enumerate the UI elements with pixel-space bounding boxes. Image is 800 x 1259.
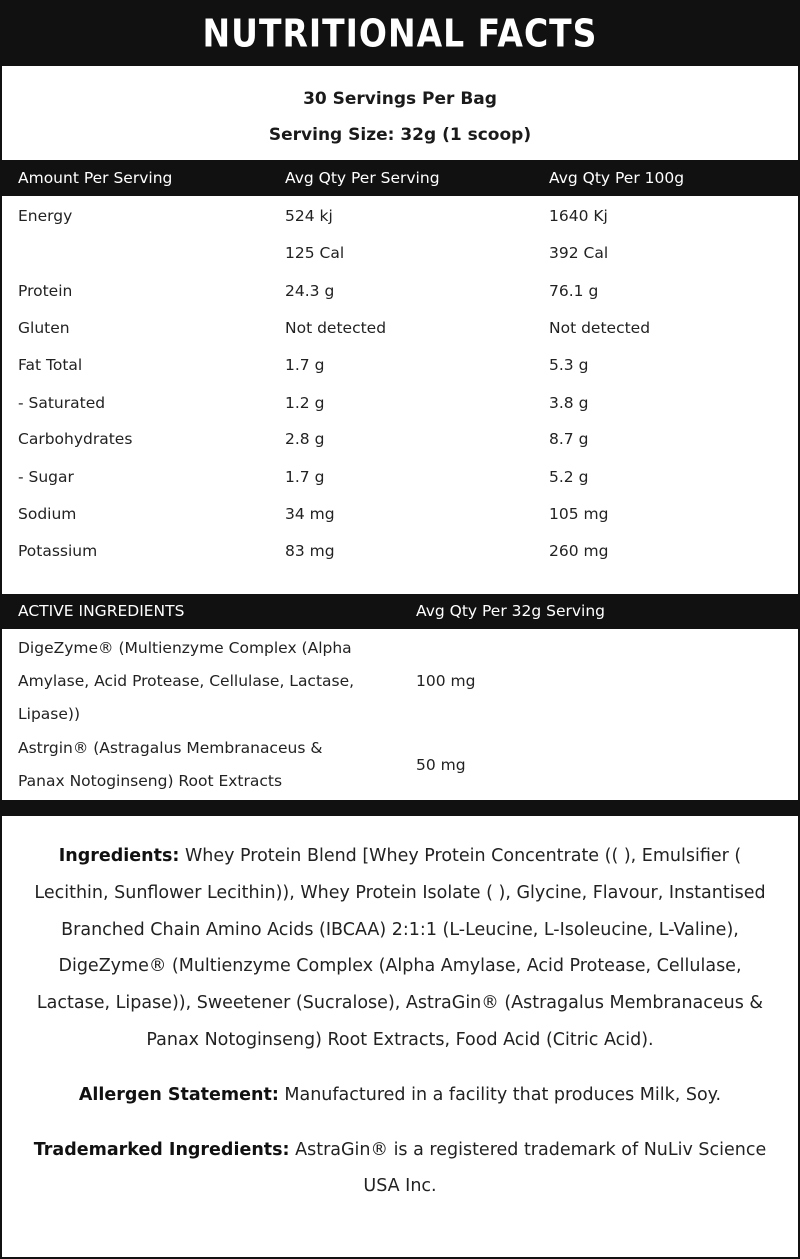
nutrient-name: Protein [18, 282, 73, 300]
trademark-paragraph [22, 1132, 778, 1206]
serving-info [2, 84, 798, 152]
ingredients-paragraph [22, 838, 778, 1059]
table-row [2, 459, 798, 496]
serving-size: Serving Size: 32g (1 scoop) [268, 125, 532, 145]
ingredient-name: DigeZyme® (Multienzyme Complex (Alpha Amylase, Acid Protease, Cellulase, Lactase, Lipase)) [18, 639, 355, 723]
table-row [2, 421, 798, 458]
per-100g-value: 260 mg [549, 542, 609, 560]
ingredients-label: Ingredients: [58, 846, 180, 866]
header-amount-per-serving: Amount Per Serving [18, 169, 173, 187]
servings-per-bag: 30 Servings Per Bag [303, 89, 497, 109]
trademark-label: Trademarked Ingredients: [33, 1139, 290, 1160]
per-100g-value: 8.7 g [549, 430, 589, 448]
allergen-label: Allergen Statement: [78, 1084, 279, 1105]
per-100g-value: 1640 Kj [549, 207, 608, 225]
ingredient-qty: 50 mg [416, 756, 466, 774]
ingredient-name: Astrgin® (Astragalus Membranaceus & Panax Notoginseng) Root Extracts [18, 739, 323, 790]
per-serving-value: 125 Cal [285, 244, 345, 262]
allergen-paragraph [22, 1077, 778, 1114]
table-row [2, 496, 798, 533]
per-serving-value: 2.8 g [285, 430, 325, 448]
section-divider [2, 800, 798, 816]
per-serving-value: 1.7 g [285, 356, 325, 374]
per-serving-value: 1.7 g [285, 468, 325, 486]
per-serving-value: 83 mg [285, 542, 335, 560]
nutrient-name: Sodium [18, 505, 77, 523]
nutrient-name: Fat Total [18, 356, 83, 374]
per-100g-value: 5.3 g [549, 356, 589, 374]
per-100g-value: Not detected [549, 319, 651, 337]
nutrient-name: Gluten [18, 319, 70, 337]
ingredients-text: Whey Protein Blend [Whey Protein Concentrate (( ), Emulsifier ( Lecithin, Sunflower Lecithin)), Whey Protein Isolate ( ), Glycine, Flavour, Instantised Branched Chain Amino Acids (IBCAA) 2:1:1 (L-Leucine, L-Isoleucine, L-Valine), DigeZyme® (Multienzyme Complex (Alpha Amylase, Acid Protease, Cellulase, Lactase, Lipase)), Sweetener (Sucralose), AstraGin® (Astragalus Membranaceus & Panax Notoginseng) Root Extracts, Food Acid (Citric Acid). [34, 846, 766, 1050]
nutrient-name: - Saturated [18, 394, 106, 412]
header-active-ingredients: ACTIVE INGREDIENTS [18, 602, 185, 620]
header-avg-qty-per-serving: Avg Qty Per Serving [285, 169, 440, 187]
allergen-text: Manufactured in a facility that produces Milk, Soy. [278, 1084, 722, 1105]
per-serving-value: 24.3 g [285, 282, 335, 300]
list-item [2, 732, 798, 798]
per-100g-value: 5.2 g [549, 468, 589, 486]
per-100g-value: 105 mg [549, 505, 609, 523]
nutrient-name: Potassium [18, 542, 98, 560]
per-100g-value: 3.8 g [549, 394, 589, 412]
header-avg-qty-per-100g: Avg Qty Per 100g [549, 169, 685, 187]
trademark-text: AstraGin® is a registered trademark of NuLiv Science USA Inc. [289, 1139, 767, 1197]
ingredients-section [22, 838, 778, 1205]
nutrient-name: Carbohydrates [18, 430, 133, 448]
title-bar [2, 0, 798, 66]
table-row [2, 533, 798, 570]
per-serving-value: 34 mg [285, 505, 335, 523]
table-row [2, 235, 798, 272]
nutrient-name: - Sugar [18, 468, 74, 486]
ingredient-qty: 100 mg [416, 672, 476, 690]
list-item [2, 632, 798, 732]
nutrition-header [2, 160, 798, 196]
header-avg-qty-per-32g: Avg Qty Per 32g Serving [416, 602, 606, 620]
page-title: NUTRITIONAL FACTS [202, 10, 598, 56]
per-serving-value: 1.2 g [285, 394, 325, 412]
per-serving-value: 524 kj [285, 207, 333, 225]
per-100g-value: 76.1 g [549, 282, 599, 300]
table-row [2, 310, 798, 347]
table-row [2, 347, 798, 384]
per-serving-value: Not detected [285, 319, 387, 337]
table-row [2, 385, 798, 422]
table-row [2, 198, 798, 235]
nutrient-name: Energy [18, 207, 73, 225]
table-row [2, 273, 798, 310]
per-100g-value: 392 Cal [549, 244, 609, 262]
active-ingredients-header [2, 594, 798, 629]
